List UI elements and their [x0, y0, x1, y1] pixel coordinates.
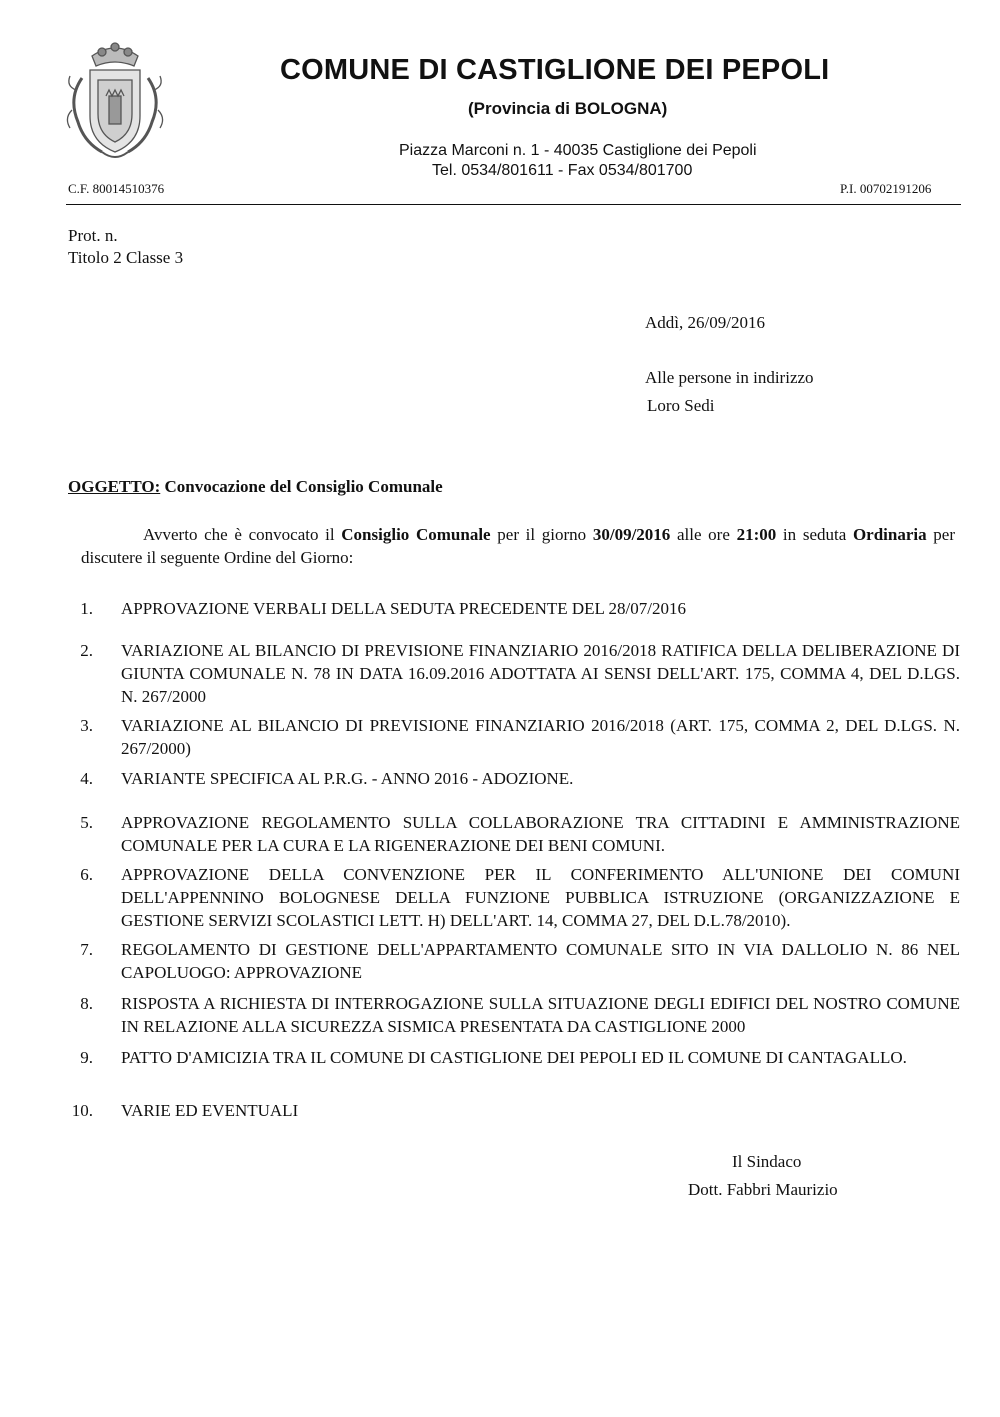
agenda-list: 1. APPROVAZIONE VERBALI DELLA SEDUTA PRECEDENTE DEL 28/07/2016 2. VARIAZIONE AL BILANCIO DI PREVISIONE FINANZIARIO 2016/2018 RATIFICA DELLA DELIBERAZIONE DI GIUNTA COMUNALE N. 78 IN DATA 16.09.2016 ADOTTATA AI SENSI DELL'ART. 175, COMMA 4, DEL D.LGS. N. 267/2000 3. VARIAZIONE AL BILANCIO DI PREVISIONE FINANZIARIO 2016/2018 (ART. 175, COMMA 2, DEL D.LGS. N. 267/2000) 4. VARIANTE SPECIFICA AL P.R.G. - ANNO 2016 - ADOZIONE. 5. APPROVAZIONE REGOLAMENTO SULLA COLLABORAZIONE TRA CITTADINI E AMMINISTRAZIONE COMUNALE PER LA CURA E LA RIGENERAZIONE DEI BENI COMUNI. 6. APPROVAZIONE DELLA CONVENZIONE PER IL CONFERIMENTO ALL'UNIONE DEI COMUNI DELL'APPENNINO BOLOGNESE DELLA FUNZIONE PUBBLICA ISTRUZIONE (ORGANIZZAZIONE E GESTIONE SERVIZI SCOLASTICI LETT. H) DELL'ART. 14, COMMA 27, DEL D.L.78/2010). 7. REGOLAMENTO DI GESTIONE DELL'APPARTAMENTO COMUNALE SITO IN VIA DALLOLIO N. 86 NEL CAPOLUOGO: APPROVAZIONE 8. RISPOSTA A RICHIESTA DI INTERROGAZIONE SULLA SITUAZIONE DEGLI EDIFICI DEL NOSTRO COMUNE IN RELAZIONE ALLA SICUREZZA SISMICA PRESENTATA DA CASTIGLIONE 2000 9. PATTO D'AMICIZIA TRA IL COMUNE DI CASTIGLIONE DEI PEPOLI ED IL COMUNE DI CANTAGALLO. 10. VARIE ED EVENTUALI: [71, 599, 960, 1120]
protocol-number: Prot. n.: [68, 226, 118, 245]
protocol-classification: Titolo 2 Classe 3: [68, 248, 184, 267]
subject-text: Convocazione del Consiglio Comunale: [160, 477, 443, 496]
vat-number: P.I. 00702191206: [840, 181, 932, 196]
recipient-line: Alle persone in indirizzo: [645, 368, 814, 387]
letter-date: Addì, 26/09/2016: [645, 313, 765, 332]
session-type: Ordinaria: [852, 525, 927, 544]
meeting-time: 21:00: [736, 525, 777, 544]
signatory-role: Il Sindaco: [732, 1152, 802, 1171]
signatory-name: Dott. Fabbri Maurizio: [688, 1180, 838, 1199]
council-name: Consiglio Comunale: [341, 525, 491, 544]
meeting-date: 30/09/2016: [592, 525, 671, 544]
subject-label: OGGETTO:: [68, 477, 161, 496]
convocation-paragraph: Avverto che è convocato il Consiglio Comunale per il giorno 30/09/2016 alle ore 21:00 in seduta Ordinaria per discutere il seguente Ordine del Giorno:: [81, 525, 955, 567]
municipality-title: COMUNE DI CASTIGLIONE DEI PEPOLI: [280, 54, 830, 86]
province-label: (Provincia di BOLOGNA): [468, 99, 668, 118]
phone-fax-line: Tel. 0534/801611 - Fax 0534/801700: [432, 162, 693, 179]
address-line: Piazza Marconi n. 1 - 40035 Castiglione dei Pepoli: [399, 142, 757, 159]
fiscal-code: C.F. 80014510376: [68, 181, 165, 196]
recipient-location: Loro Sedi: [647, 396, 715, 415]
